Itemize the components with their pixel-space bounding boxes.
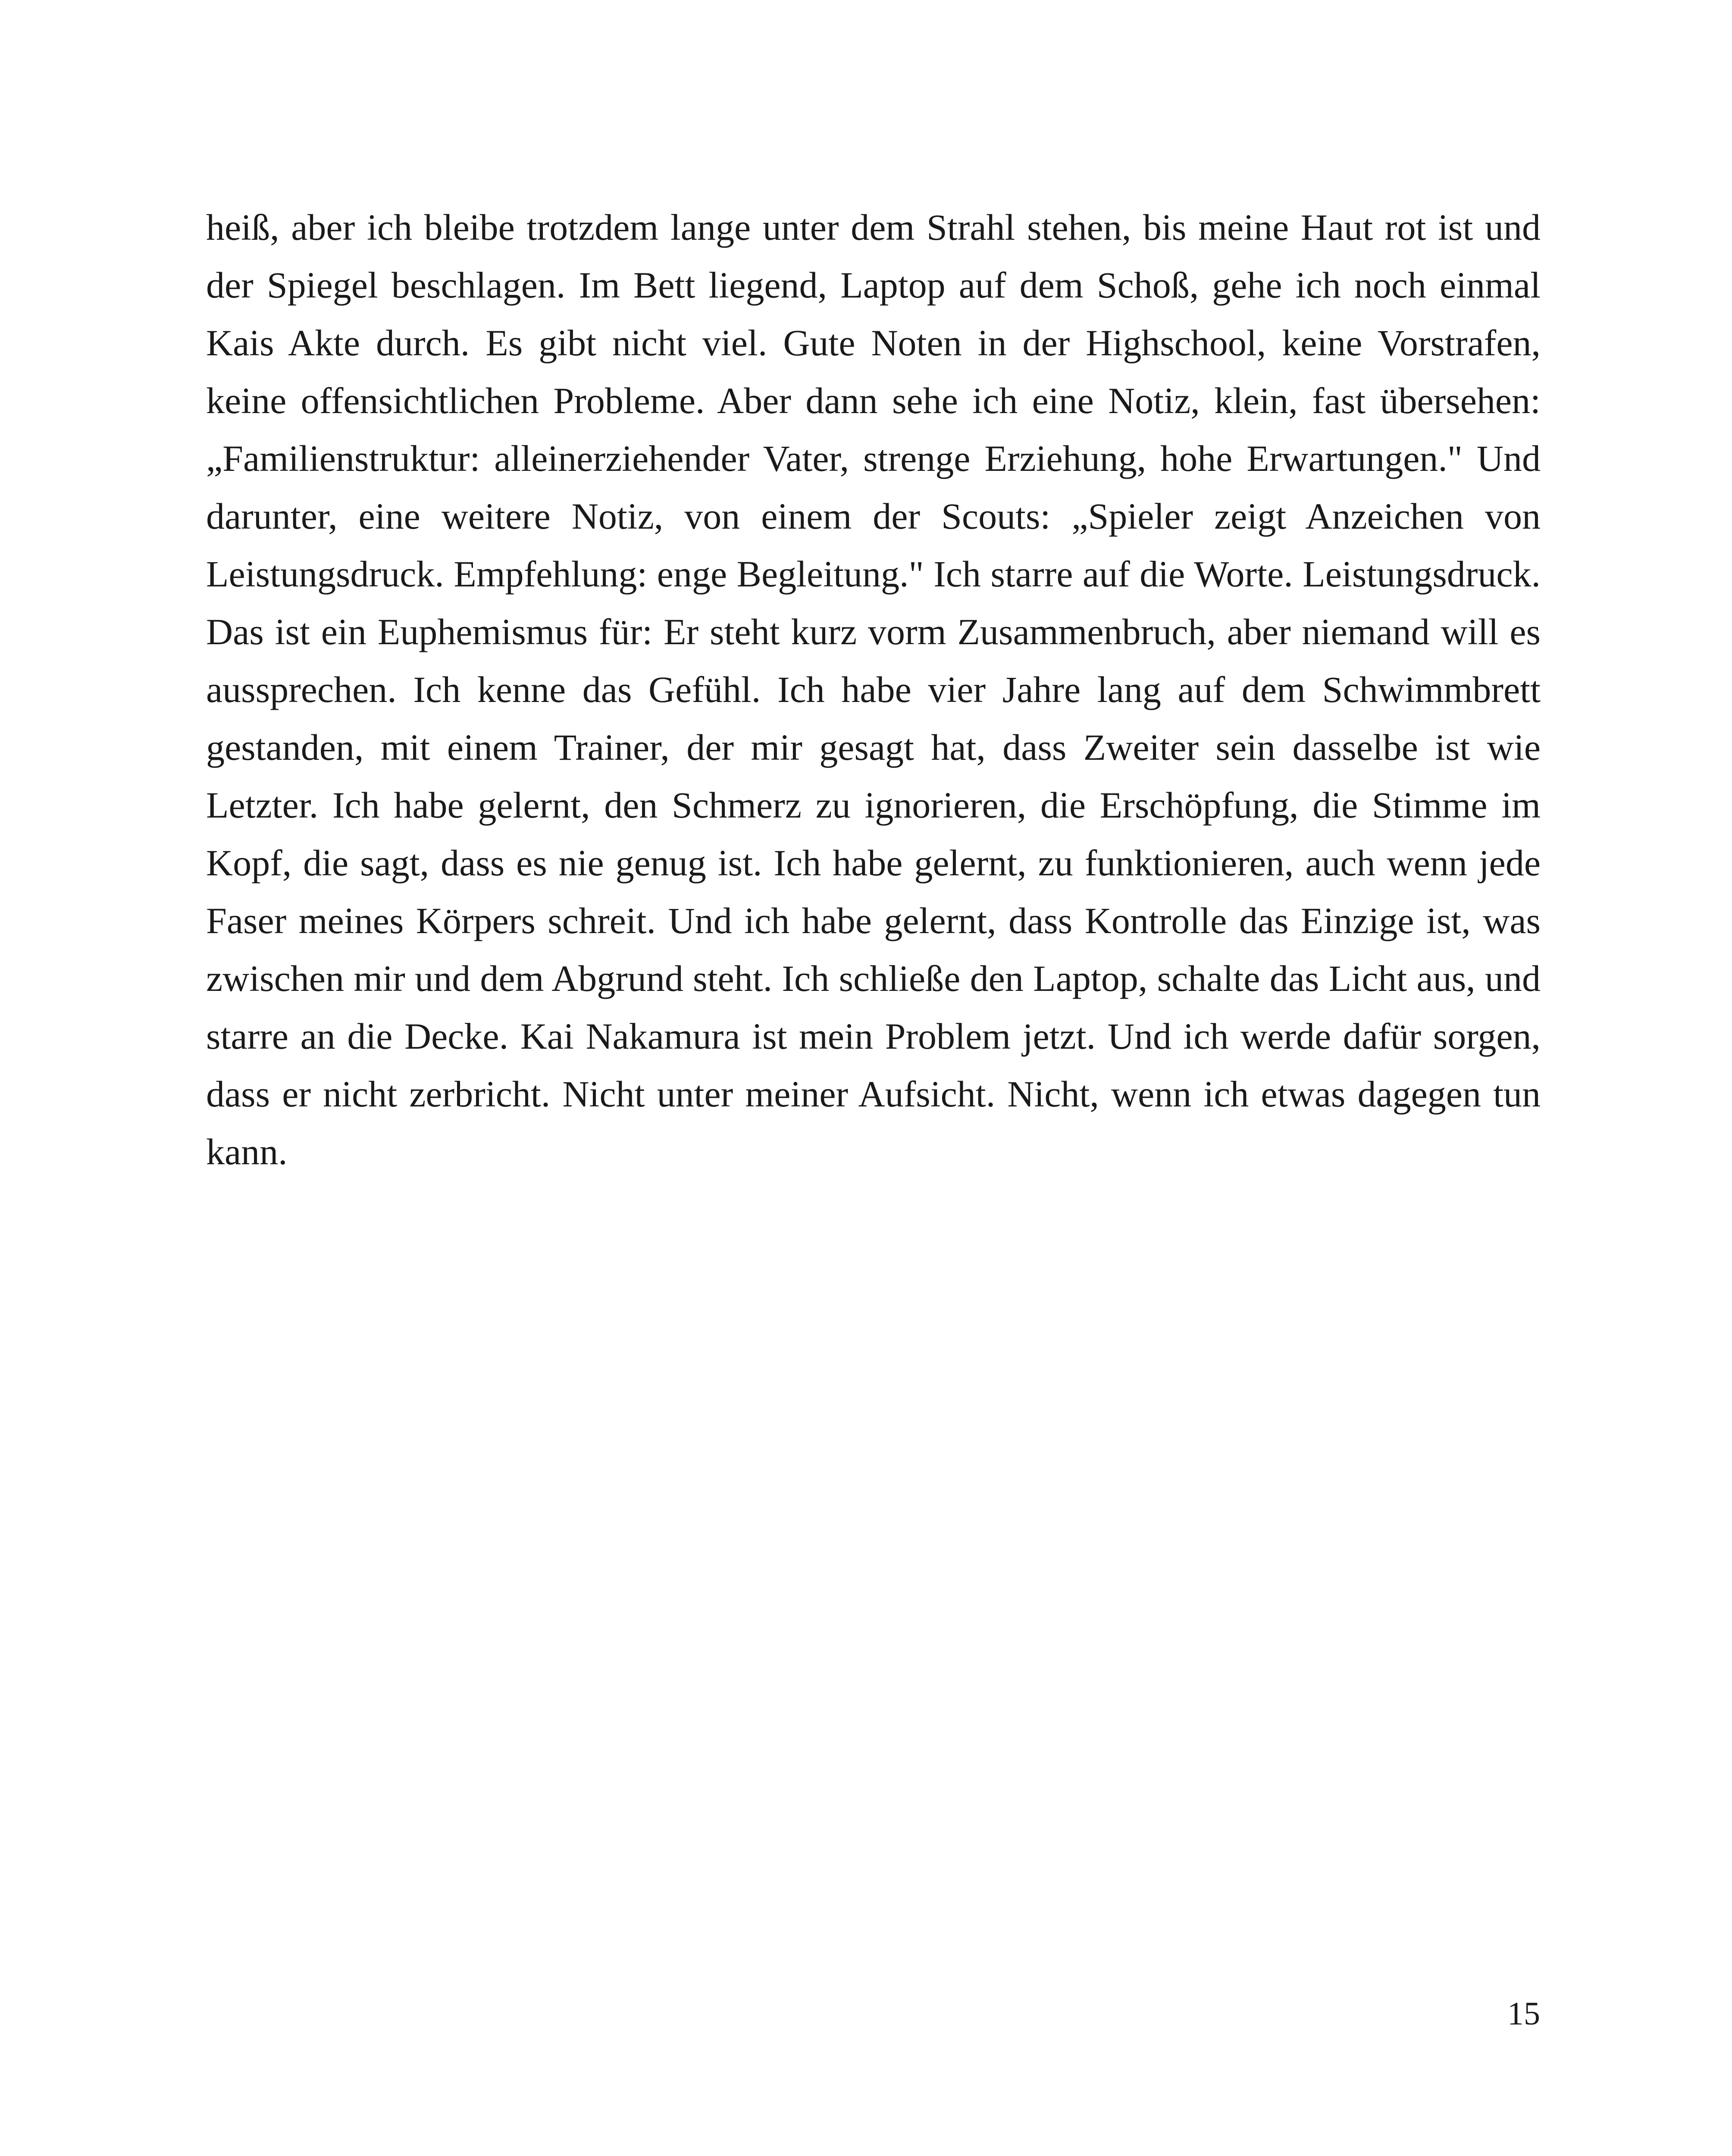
body-paragraph: heiß, aber ich bleibe trotzdem lange unter dem Strahl stehen, bis meine Haut rot ist und der Spiegel beschlagen. Im Bett liegend, Laptop auf dem Schoß, gehe ich noch einmal Kais Akte durch. Es gibt nicht viel. Gute Noten in der Highschool, keine Vorstrafen, keine offensichtlichen Probleme. Aber dann sehe ich eine Notiz, klein, fast übersehen: „Familienstruktur: alleinerziehender Vater, strenge Erziehung, hohe Erwartungen." Und darunter, eine weitere Notiz, von einem der Scouts: „Spieler zeigt Anzeichen von Leistungsdruck. Empfehlung: enge Begleitung." Ich starre auf die Worte. Leistungsdruck. Das ist ein Euphemismus für: Er steht kurz vorm Zusammenbruch, aber niemand will es aussprechen. Ich kenne das Gefühl. Ich habe vier Jahre lang auf dem Schwimmbrett gestanden, mit einem Trainer, der mir gesagt hat, dass Zweiter sein dasselbe ist wie Letzter. Ich habe gelernt, den Schmerz zu ignorieren, die Erschöpfung, die Stimme im Kopf, die sagt, dass es nie genug ist. Ich habe gelernt, zu funktionieren, auch wenn jede Faser meines Körpers schreit. Und ich habe gelernt, dass Kontrolle das Einzige ist, was zwischen mir und dem Abgrund steht. Ich schließe den Laptop, schalte das Licht aus, und starre an die Decke. Kai Nakamura ist mein Problem jetzt. Und ich werde dafür sorgen, dass er nicht zerbricht. Nicht unter meiner Aufsicht. Nicht, wenn ich etwas dagegen tun kann. [206,207,1541,1172]
page-number: 15 [1507,1996,1540,2032]
